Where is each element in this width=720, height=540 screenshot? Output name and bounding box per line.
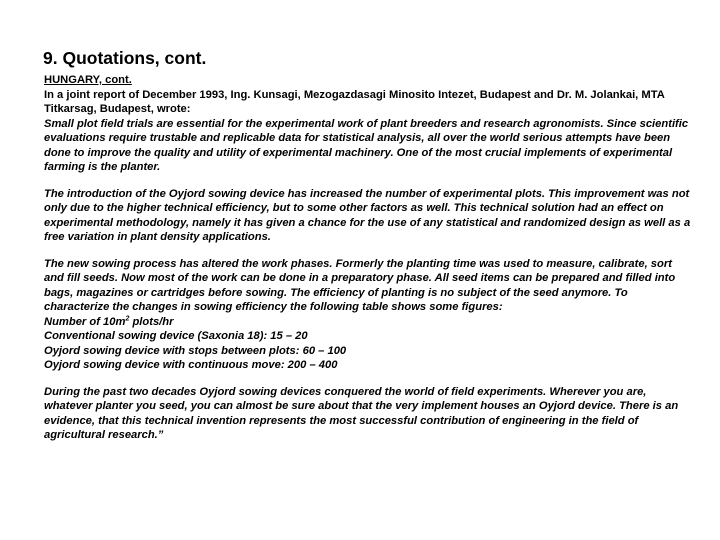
quote-paragraph-1: Small plot field trials are essential for the experimental work of plant breeders and research agronomists. Since scientific evaluations require trustable and replicable data for statistical analysis, all over the world serious attempts have been done to improve the quality and utility of experimental machinery. One of the most crucial implements of experimental farming is the planter.: [44, 117, 689, 173]
quote-paragraph-4: During the past two decades Oyjord sowing devices conquered the world of field experiments. Wherever you are, whatever planter you seed, you can almost be sure about that the very implement houses an Oyjord device. There is an evidence, that this technical invention represents the most successful contribution of engineering in the field of agricultural research.”: [44, 385, 679, 441]
table-row: Oyjord sowing device with continuous move: 200 – 400: [44, 359, 338, 371]
quote-paragraph-3: The new sowing process has altered the work phases. Formerly the planting time was used to measure, calibrate, sort and fill seeds. Now most of the work can be done in a preparatory phase. All seed items can be prepared and filled into bags, magazines or cartridges before sowing. The efficiency of planting is no subject of the seed anymore. To characterize the changes in sowing efficiency the following table shows some figures:: [44, 257, 676, 313]
quote-paragraph-2: The introduction of the Oyjord sowing device has increased the number of experimental plots. This improvement was not only due to the higher technical efficiency, but to some other factors as well. This technical solution had an effect on experimental methodology, namely it has given a chance for the use of any statistical and randomized design as well as a free variation in plant density applications.: [44, 187, 691, 243]
section-subheading: HUNGARY, cont.: [44, 74, 132, 86]
table-header: [44, 315, 694, 330]
table-header-suffix: plots/hr: [129, 315, 174, 328]
slide-body: [44, 73, 694, 443]
table-header-prefix: Number of 10m: [44, 315, 126, 328]
slide-title: 9. Quotations, cont.: [43, 48, 207, 68]
table-header-sup: 2: [125, 314, 130, 322]
report-intro: In a joint report of December 1993, Ing. Kunsagi, Mezogazdasagi Minosito Intezet, Budapest and Dr. M. Jolankai, MTA Titkarsag, Budapest, wrote:: [44, 88, 665, 115]
table-row: Oyjord sowing device with stops between plots: 60 – 100: [44, 344, 347, 357]
table-row: Conventional sowing device (Saxonia 18): 15 – 20: [44, 330, 308, 342]
